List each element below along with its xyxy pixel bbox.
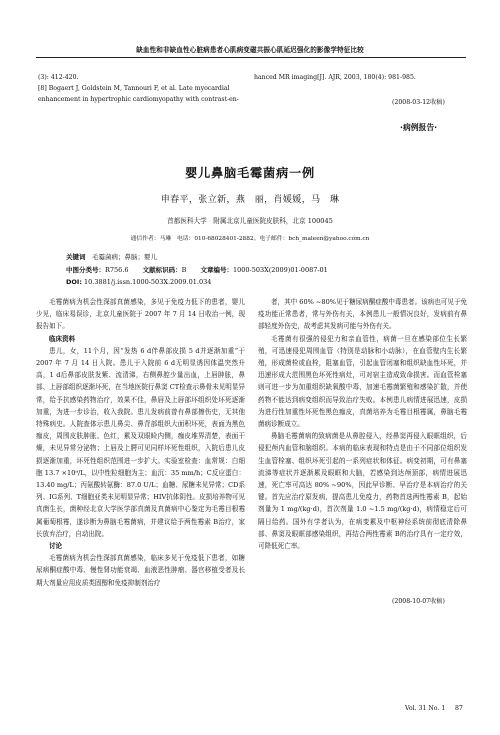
corresponding-author: 通信作者：马琳 电话：010-68028401-2882。电子邮件：bch_maleen@yahoo.com.cn [130,236,370,242]
received-date: (2008-10-07收稿) [392,598,445,605]
doi-value: 10.3881/j.issn.1000-503X.2009.01.034 [84,278,212,286]
reference-line: hanced MR imaging[J]. AJR, 2003, 180(4): 981-985. [254,74,416,81]
left-column [36,296,245,589]
received-date: (2008-03-12收稿) [392,99,445,106]
section-heading: 讨论 [49,542,63,551]
classification [66,265,328,274]
body-paragraph: 患儿，女，11个月，因“发热 6 d伴鼻部皮损 5 d并逐渐加重”于 2007 年 7 月 14 日入院。患儿于入院前 6 d无明显诱因体温突然升高，1 d后鼻部皮肤发紫、流清涕，右侧鼻腔少量出血，上唇肿胀，鼻部、上唇部组织逐渐坏死，在当地医院行鼻窦 CT检查示鼻骨未见明显异常，给予抗感染药物治疗，效果不佳，鼻唇及上唇部坏组织处坏死逐渐加重，为进一步诊治，收入我院。患儿发病前曾有鼻部擦伤史，无其他特殊病史。人院查体示患儿鼻尖、鼻背部组织大面积坏死，表面为黑色痂皮，周围皮肤肿胀、色红，累及双眼睑内侧，痂皮堆界清楚，表面干燥，未见异常分泌物；上唇及上腭可见同样坏死性组织，入院后患儿皮损逐渐加重，坏死性组织范围进一步扩大。实验室检查：血常规：白细胞 13.7 ×10⁹/L，以中性粒细胞为主；血沉：35 mm/h；C反应蛋白：13.40 mg/L；丙氨酸转氨酶：87.0 U/L；血糖、尿糖未见异常；CD系列、IG系列、T细胞亚类未见明显异常；HIV抗体阴性。皮损培养物可见真菌生长，菌种经北京大学医学部真菌及真菌病中心鉴定为毛霉目根霉属葡萄根霉，遂诊断为鼻脑毛霉菌病，并建议给予两性霉素 B治疗，家长放弃治疗，自动出院。 [36,346,245,538]
author-list: 申春平，张立新，燕 丽，肖媛媛，马 琳 [160,195,340,205]
section-heading: 临床资料 [49,334,76,343]
keywords [66,252,157,261]
header-rule [36,57,466,58]
doi-label: DOI: [66,278,82,286]
doi [66,278,211,286]
article-number-label: 文章编号： [200,266,233,274]
affiliation: 首都医科大学 附属北京儿童医院皮肤科，北京 100045 [167,217,333,225]
keywords-label: 关键词 [66,253,86,261]
section-tag: ·病例报告· [400,123,438,132]
article-title: 婴儿鼻脑毛霉菌病一例 [185,166,315,180]
body-paragraph: 毛霉菌有很强的侵犯力和亲血管性，病菌一旦在感染部位生长繁殖，可迅速侵犯周围血管（特别是动脉和小动脉），在血管壁内生长繁殖，形成菌栓或血栓，阻塞血管，引起血管闭塞和组织缺血性坏死，并迅速形成大范围黑色坏死性病灶，可对宿主造成致命损害。而血管栓塞则可进一步为加重组织缺氧酸中毒，加速毛霉菌繁殖和感染扩散，并使药物不能达到病变组织而导致治疗失败。本例患儿病情进展迅速，皮损为进行性加重性坏死性黑色痂皮，真菌培养为毛霉目根霉属，鼻脑毛霉菌病诊断成立。 [258,334,467,429]
reference-line: [8] Bogaert J, Goldstein M, Tannouri F, et al. Late myocardial [38,85,230,92]
right-column [258,296,467,552]
body-paragraph: 毛霉菌病为机会性深部真菌感染，临床多见于免疫低下患者，如糖尿病酮症酸中毒、慢性肾功能衰竭、血液恶性肿瘤、器官移植受者及长期大剂量应用皮质类固醇和免疫抑制剂治疗 [36,554,245,587]
article-number-value: 1000-503X(2009)01-0087-01 [232,266,328,274]
running-header: 缺血性和非缺血性心脏病患者心肌病变磁共振心肌延迟强化的影像学特征比较 [136,46,364,54]
doc-code-value: B [181,266,187,274]
body-paragraph: 毛霉菌病为机会性深部真菌感染，多见于免疫力低下的患者，婴儿少见，临床易误诊，北京儿童医院于 2007 年 7 月 14 日收治一例，现报告如下。 [36,298,245,331]
page-number: 87 [455,705,463,712]
reference-line: enhancement in hypertrophic cardiomyopathy with contrast-en- [38,96,239,103]
journal-volume: Vol. 31 No. 1 [405,705,446,712]
reference-line: (3): 412-420. [38,74,79,81]
body-paragraph: 鼻脑毛霉菌病的致病菌是从鼻腔侵入，经鼻窦再侵入眼眶组织，后侵犯颅内血管和脑组织。本病的临床表现和特点是由于不同部位组织发生血管栓塞、组织坏死引起的一系列症状和体征。病变初期，可有鼻塞流涕等症状并逐渐累及眼眶和大脑，若感染到达颅顶部，病情进展迅速，死亡率可高达 80% ~90%，因此早诊断、早治疗是本病治疗的关键。首先应治疗原发病，提高患儿免疫力，药物首选两性霉素 B，起始剂量为 1 mg/(kg·d)，首次剂量 1.0 ~1.5 mg/(kg·d)，病情稳定后可隔日给药。国外有学者认为，在病变累及中枢神经系统前彻底清除鼻部、鼻窦及眼眶部感染组织，再结合两性霉素 B的治疗具有一定疗效，可降低死亡率。 [258,432,467,551]
clc-label: 中图分类号： [66,266,105,274]
keywords-text: 毛霉菌病；鼻脑；婴儿 [92,253,157,261]
doc-code-label: 文献标识码： [142,266,182,274]
clc-value: R756.6 [105,266,129,274]
body-paragraph: 者，其中 60% ~80%见于糖尿病酮症酸中毒患者。该病也可见于免疫功能正常患者，常与外伤有关，本例患儿一般情况良好，发病前有鼻部轻度外伤史，故考虑其发病可能与外伤有关。 [258,298,467,331]
